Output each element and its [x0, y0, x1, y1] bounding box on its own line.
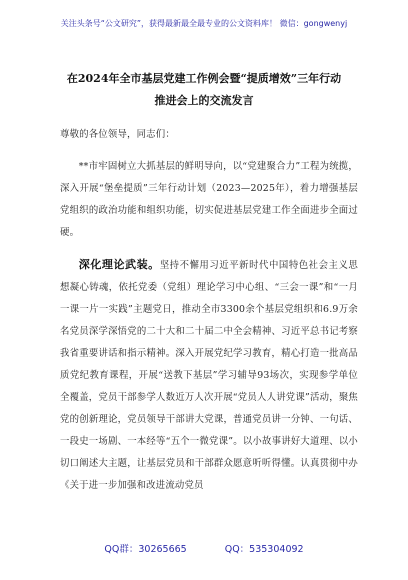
footer-qq: QQ：535304092 [224, 544, 304, 555]
footer-qq-group: QQ群：30265665 [104, 544, 187, 555]
document-body [60, 124, 358, 497]
footer-contact [0, 541, 408, 555]
section-1-heading: 深化理论武装。 [78, 258, 160, 271]
header-note: 关注头条号“公文研究”，获得最新最全最专业的公文资料库！ 微信：gongwenyj [60, 19, 348, 28]
salutation: 尊敬的各位领导，同志们： [60, 129, 175, 140]
section-1-text: 坚持不懈用习近平新时代中国特色社会主义思想凝心铸魂，依托党委（党组）理论学习中心组、“三会一课”和“一月一课一片一实践”主题党日，推动全市3300余个基层党组织和6.9万余名党员深学深悟党的二十大和二十届二中全会精神、习近平总书记考察我省重要讲话和指示精神。深入开展党纪学习教育，精心打造一批高品质党纪教育课程，开展“送教下基层”学习辅导93场次，实现参学单位全覆盖，党员干部参学人数近万人次开展“党员人人讲党课”活动，聚焦党的创新理论，党员领导干部讲大党课，普通党员讲一分钟、一句话、一段史一场剧、一本经等“五个一微党课”。以小故事讲好大道理、以小切口阐述大主题，让基层党员和干部群众愿意听听得懂。认真贯彻中办《关于进一步加强和改进流动党员 [60, 260, 358, 491]
intro-paragraph: **市牢固树立大抓基层的鲜明导向，以“党建聚合力”工程为统揽，深入开展“堡垒提质”三年行动计划（2023—2025年），着力增强基层党组织的政治功能和组织功能，切实促进基层党建工作全面进步全面过硬。 [60, 161, 358, 238]
document-title-line-1: 在2024年全市基层党建工作例会暨“提质增效”三年行动 [66, 72, 342, 85]
document-title-line-2: 推进会上的交流发言 [154, 94, 254, 107]
section-1-paragraph [60, 254, 358, 497]
